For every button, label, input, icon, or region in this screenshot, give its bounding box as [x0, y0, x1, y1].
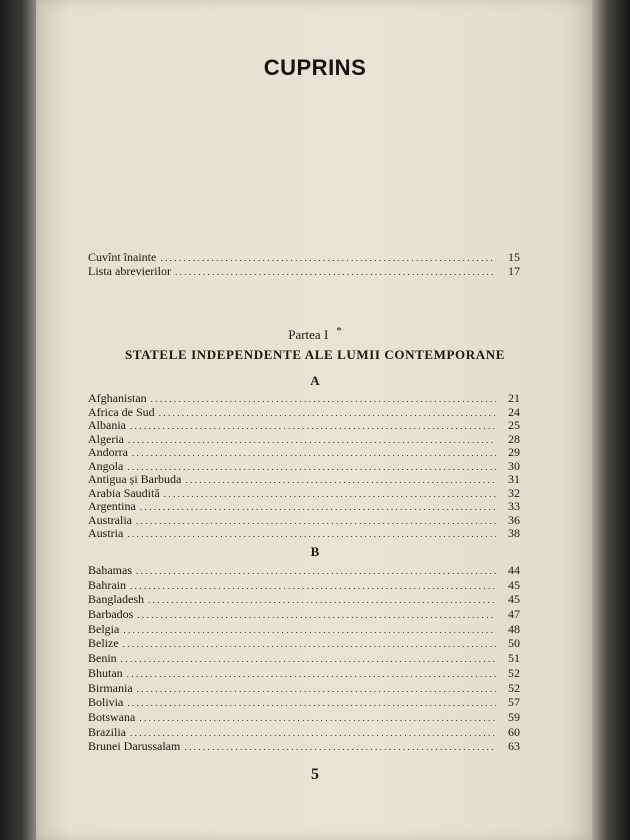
toc-entry[interactable]	[88, 487, 520, 501]
toc-entry-page: 32	[508, 485, 520, 500]
toc-entry-page: 30	[508, 458, 520, 473]
toc-entry-label: Austria	[88, 526, 124, 540]
toc-entry[interactable]	[88, 651, 520, 666]
dot-leader	[128, 434, 496, 448]
toc-entry[interactable]	[88, 622, 520, 637]
dot-leader	[151, 393, 496, 407]
toc-entry-page: 48	[508, 621, 520, 636]
dot-leader	[140, 501, 496, 515]
dot-leader	[137, 608, 496, 623]
toc-entry-label: Angola	[88, 458, 124, 473]
toc-entry[interactable]	[88, 265, 520, 279]
dot-leader	[130, 420, 496, 434]
toc-entry[interactable]	[88, 681, 520, 696]
part-label-text: Partea I	[288, 327, 329, 342]
toc-entry-page: 50	[508, 636, 520, 651]
toc-entry-page: 38	[508, 526, 520, 540]
toc-entry-label: Belize	[88, 636, 119, 651]
part-title: STATELE INDEPENDENTE ALE LUMII CONTEMPORANE	[125, 347, 505, 362]
dot-leader	[127, 528, 496, 542]
toc-entry-label: Botswana	[88, 709, 136, 724]
toc-entry-label: Antigua și Barbuda	[88, 472, 182, 486]
toc-entry-label: Benin	[88, 651, 117, 666]
toc-entry-label: Andorra	[88, 445, 128, 459]
toc-entry-page: 59	[508, 709, 520, 724]
toc-entry-page: 63	[508, 739, 520, 754]
toc-entry-page: 15	[508, 250, 520, 264]
toc-entry[interactable]	[88, 500, 520, 514]
dot-leader	[136, 515, 496, 529]
toc-entry-page: 31	[508, 472, 520, 486]
toc-entry-page: 21	[508, 391, 520, 405]
book-edge-shadow	[592, 0, 630, 840]
page-number: 5	[311, 766, 319, 783]
toc-entry-label: Brunei Darussalam	[88, 739, 181, 754]
toc-entry-page: 60	[508, 724, 520, 739]
dot-leader	[130, 726, 496, 741]
intro-entries	[88, 251, 520, 278]
section-a-entries	[88, 392, 520, 541]
toc-entry[interactable]	[88, 695, 520, 710]
toc-entry-page: 51	[508, 651, 520, 666]
toc-entry[interactable]	[88, 460, 520, 474]
dot-leader	[132, 447, 496, 461]
dot-leader	[159, 407, 496, 421]
toc-entry-page: 44	[508, 563, 520, 577]
dot-leader	[127, 461, 496, 475]
toc-entry[interactable]	[88, 433, 520, 447]
toc-entry-page: 28	[508, 431, 520, 446]
dot-leader	[123, 637, 496, 652]
toc-entry-label: Bhutan	[88, 665, 123, 680]
toc-entry-label: Africa de Sud	[88, 404, 155, 419]
toc-entry-page: 47	[508, 607, 520, 622]
toc-entry[interactable]	[88, 406, 520, 420]
toc-entry-label: Algeria	[88, 431, 124, 446]
toc-entry[interactable]	[88, 666, 520, 681]
toc-entry[interactable]	[88, 251, 520, 265]
dot-leader	[121, 652, 496, 667]
dot-leader	[130, 579, 496, 594]
toc-entry-label: Lista abrevierilor	[88, 263, 171, 278]
dot-leader	[127, 696, 496, 711]
toc-entry-page: 52	[508, 680, 520, 695]
toc-entry[interactable]	[88, 636, 520, 651]
toc-entry[interactable]	[88, 563, 520, 578]
toc-entry-label: Bahamas	[88, 563, 132, 577]
dot-leader	[148, 593, 496, 608]
dot-leader	[184, 740, 496, 755]
toc-entry-page: 33	[508, 499, 520, 513]
toc-entry-page: 25	[508, 418, 520, 432]
toc-entry[interactable]	[88, 710, 520, 725]
toc-entry-page: 45	[508, 577, 520, 592]
toc-entry-label: Bahrain	[88, 577, 126, 592]
toc-entry[interactable]	[88, 514, 520, 528]
part-label	[0, 327, 630, 343]
toc-entry[interactable]	[88, 578, 520, 593]
dot-leader	[164, 488, 496, 502]
toc-entry[interactable]	[88, 527, 520, 541]
section-b-entries	[88, 563, 520, 754]
toc-entry[interactable]	[88, 725, 520, 740]
section-letter-a: A	[310, 373, 320, 388]
toc-entry-page: 45	[508, 592, 520, 607]
toc-entry-page: 24	[508, 404, 520, 419]
toc-entry[interactable]	[88, 446, 520, 460]
toc-entry-label: Brazilia	[88, 724, 126, 739]
dot-leader	[185, 474, 496, 488]
book-spine-shadow	[0, 0, 36, 840]
toc-entry-page: 36	[508, 512, 520, 527]
toc-entry[interactable]	[88, 739, 520, 754]
dot-leader	[136, 564, 496, 579]
toc-entry-label: Australia	[88, 512, 132, 527]
toc-entry-label: Arabia Saudită	[88, 485, 160, 500]
toc-entry-page: 17	[508, 263, 520, 278]
section-letter-b: B	[310, 544, 320, 559]
toc-entry-label: Barbados	[88, 607, 134, 622]
toc-entry[interactable]	[88, 392, 520, 406]
toc-entry-page: 57	[508, 695, 520, 710]
toc-entry[interactable]	[88, 607, 520, 622]
toc-entry[interactable]	[88, 473, 520, 487]
dot-leader	[127, 667, 496, 682]
dot-leader	[137, 682, 496, 697]
toc-entry-page: 52	[508, 665, 520, 680]
toc-entry-label: Belgia	[88, 621, 120, 636]
toc-entry-label: Birmania	[88, 680, 133, 695]
toc-entry-label: Bangladesh	[88, 592, 144, 607]
toc-entry-label: Argentina	[88, 499, 136, 513]
dot-leader	[175, 266, 496, 280]
dot-leader	[139, 711, 496, 726]
page-title: CUPRINS	[263, 55, 367, 80]
toc-entry-label: Albania	[88, 418, 126, 432]
toc-entry-label: Bolivia	[88, 695, 124, 710]
toc-entry-label: Cuvînt înainte	[88, 250, 157, 264]
dot-leader	[160, 252, 496, 266]
toc-entry[interactable]	[88, 419, 520, 433]
footnote-mark: *	[336, 325, 342, 337]
toc-entry-page: 29	[508, 445, 520, 459]
dot-leader	[123, 623, 496, 638]
toc-entry-label: Afghanistan	[88, 391, 147, 405]
toc-entry[interactable]	[88, 592, 520, 607]
